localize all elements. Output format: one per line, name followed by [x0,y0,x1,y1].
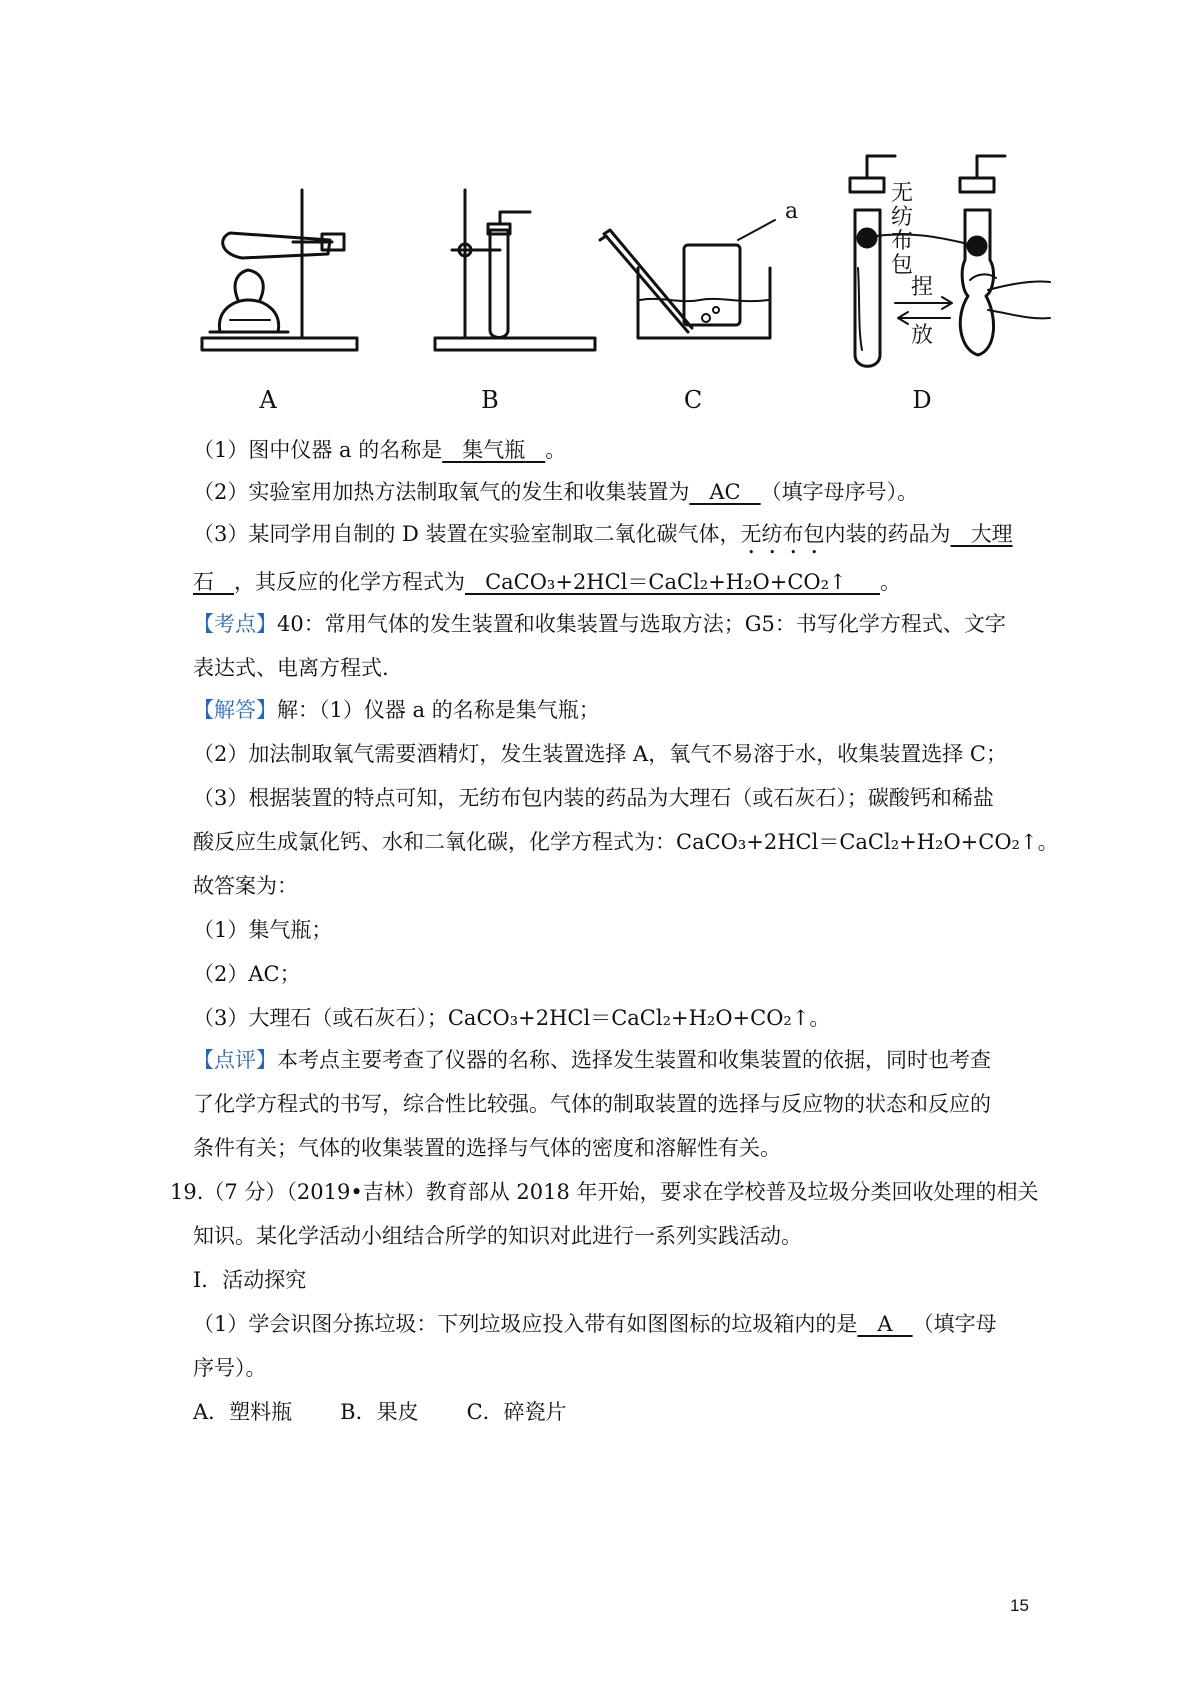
q18-part2-end: （填字母序号）。 [760,480,919,504]
figure-label-d: D [912,386,932,414]
q18-part2-prompt: （2）实验室用加热方法制取氧气的发生和收集装置为 [193,480,690,504]
q19-line3: I．活动探究 [193,1268,307,1292]
q19-options [193,1398,567,1426]
q18-part3-mid: 内装的药品为 [824,522,951,546]
instrument-a-label: a [785,199,799,224]
figure-label-b: B [481,386,499,414]
q18-part3-line1 [193,520,1013,559]
q19-part1-answer: A [877,1312,893,1336]
q19-line2: 知识。某化学活动小组结合所学的知识对此进行一系列实践活动。 [193,1224,802,1248]
q19-option-a: A．塑料瓶 [193,1400,293,1424]
bag-label-char-3: 布 [890,229,914,254]
q19-option-b: B．果皮 [340,1400,419,1424]
dianping-line3: 条件有关；气体的收集装置的选择与气体的密度和溶解性有关。 [193,1136,781,1160]
dianping-text-1: 本考点主要考查了仪器的名称、选择发生装置和收集装置的依据，同时也考查 [277,1048,991,1072]
page-number: 15 [1010,1596,1029,1615]
q19-line5: 序号）。 [193,1356,267,1380]
jieda-line1 [193,696,600,724]
q18-part1-answer: 集气瓶 [462,438,526,462]
q18-part3-end: 。 [880,570,902,594]
squeeze-label: 捏 [910,275,934,300]
q18-part2 [193,478,918,506]
q18-part1-end: 。 [545,438,567,462]
jieda-tag: 【解答】 [193,698,277,722]
jieda-line5: 故答案为： [193,874,298,898]
dianping-line1 [193,1046,991,1074]
kaodian-line2: 表达式、电离方程式. [193,656,389,680]
q19-line1: 19.（7 分）（2019•吉林）教育部从 2018 年开始，要求在学校普及垃圾分类回收处理的相关 [170,1180,1039,1204]
q18-part1 [193,436,566,464]
q19-part1 [193,1310,997,1338]
apparatus-b-drawing [435,190,595,350]
q19-part1-prompt: （1）学会识图分拣垃圾：下列垃圾应投入带有如图图标的垃圾箱内的是 [193,1312,858,1336]
apparatus-a-drawing [202,190,357,350]
jieda-line2: （2）加法制取氧气需要酒精灯，发生装置选择 A，氧气不易溶于水，收集装置选择 C； [193,742,1007,766]
figure-label-c: C [683,386,703,414]
q18-part3-line2 [193,568,901,596]
bag-label-char-2: 纺 [890,205,914,230]
bag-label-char-4: 包 [890,253,914,278]
jieda-text-1: 解：（1）仪器 a 的名称是集气瓶； [277,698,600,722]
apparatus-figure [190,150,1110,450]
q18-part3-answer-start: 大理 [970,522,1013,546]
jieda-line7: （2）AC； [193,962,301,986]
q19-part1-end: （填字母 [912,1312,997,1336]
q18-part3-answer-end: 石 [193,570,214,594]
jieda-line6: （1）集气瓶； [193,918,333,942]
kaodian-tag: 【考点】 [193,612,277,636]
figure-label-a: A [259,386,277,414]
release-label: 放 [910,323,934,348]
q18-part3-equation: CaCO₃+2HCl＝CaCl₂+H₂O+CO₂↑ [485,570,847,594]
jieda-line4: 酸反应生成氯化钙、水和二氧化碳，化学方程式为：CaCO₃+2HCl＝CaCl₂+H₂O+CO₂↑。 [193,830,1059,854]
q19-option-c: C．碎瓷片 [466,1400,567,1424]
q18-part1-prompt: （1）图中仪器 a 的名称是 [193,438,443,462]
apparatus-d-drawing [850,156,1050,366]
dianping-tag: 【点评】 [193,1048,277,1072]
q18-part3-eq-prompt: ，其反应的化学方程式为 [234,570,466,594]
q18-part3-prompt: （3）某同学用自制的 D 装置在实验室制取二氧化碳气体， [193,522,741,546]
jieda-line8: （3）大理石（或石灰石）；CaCO₃+2HCl＝CaCl₂+H₂O+CO₂↑。 [193,1006,831,1030]
q18-part2-answer: AC [709,480,741,504]
kaodian-line1 [193,610,1006,638]
kaodian-text-1: 40：常用气体的发生装置和收集装置与选取方法；G5：书写化学方程式、文字 [277,612,1006,636]
jieda-line3: （3）根据装置的特点可知，无纺布包内装的药品为大理石（或石灰石）；碳酸钙和稀盐 [193,786,994,810]
dianping-line2: 了化学方程式的书写，综合性比较强。气体的制取装置的选择与反应物的状态和反应的 [193,1092,991,1116]
apparatus-svg [190,150,1110,450]
q18-part3-emphasis: 无纺布包 [740,522,825,546]
apparatus-c-drawing [600,220,775,338]
bag-label-char-1: 无 [890,181,914,206]
